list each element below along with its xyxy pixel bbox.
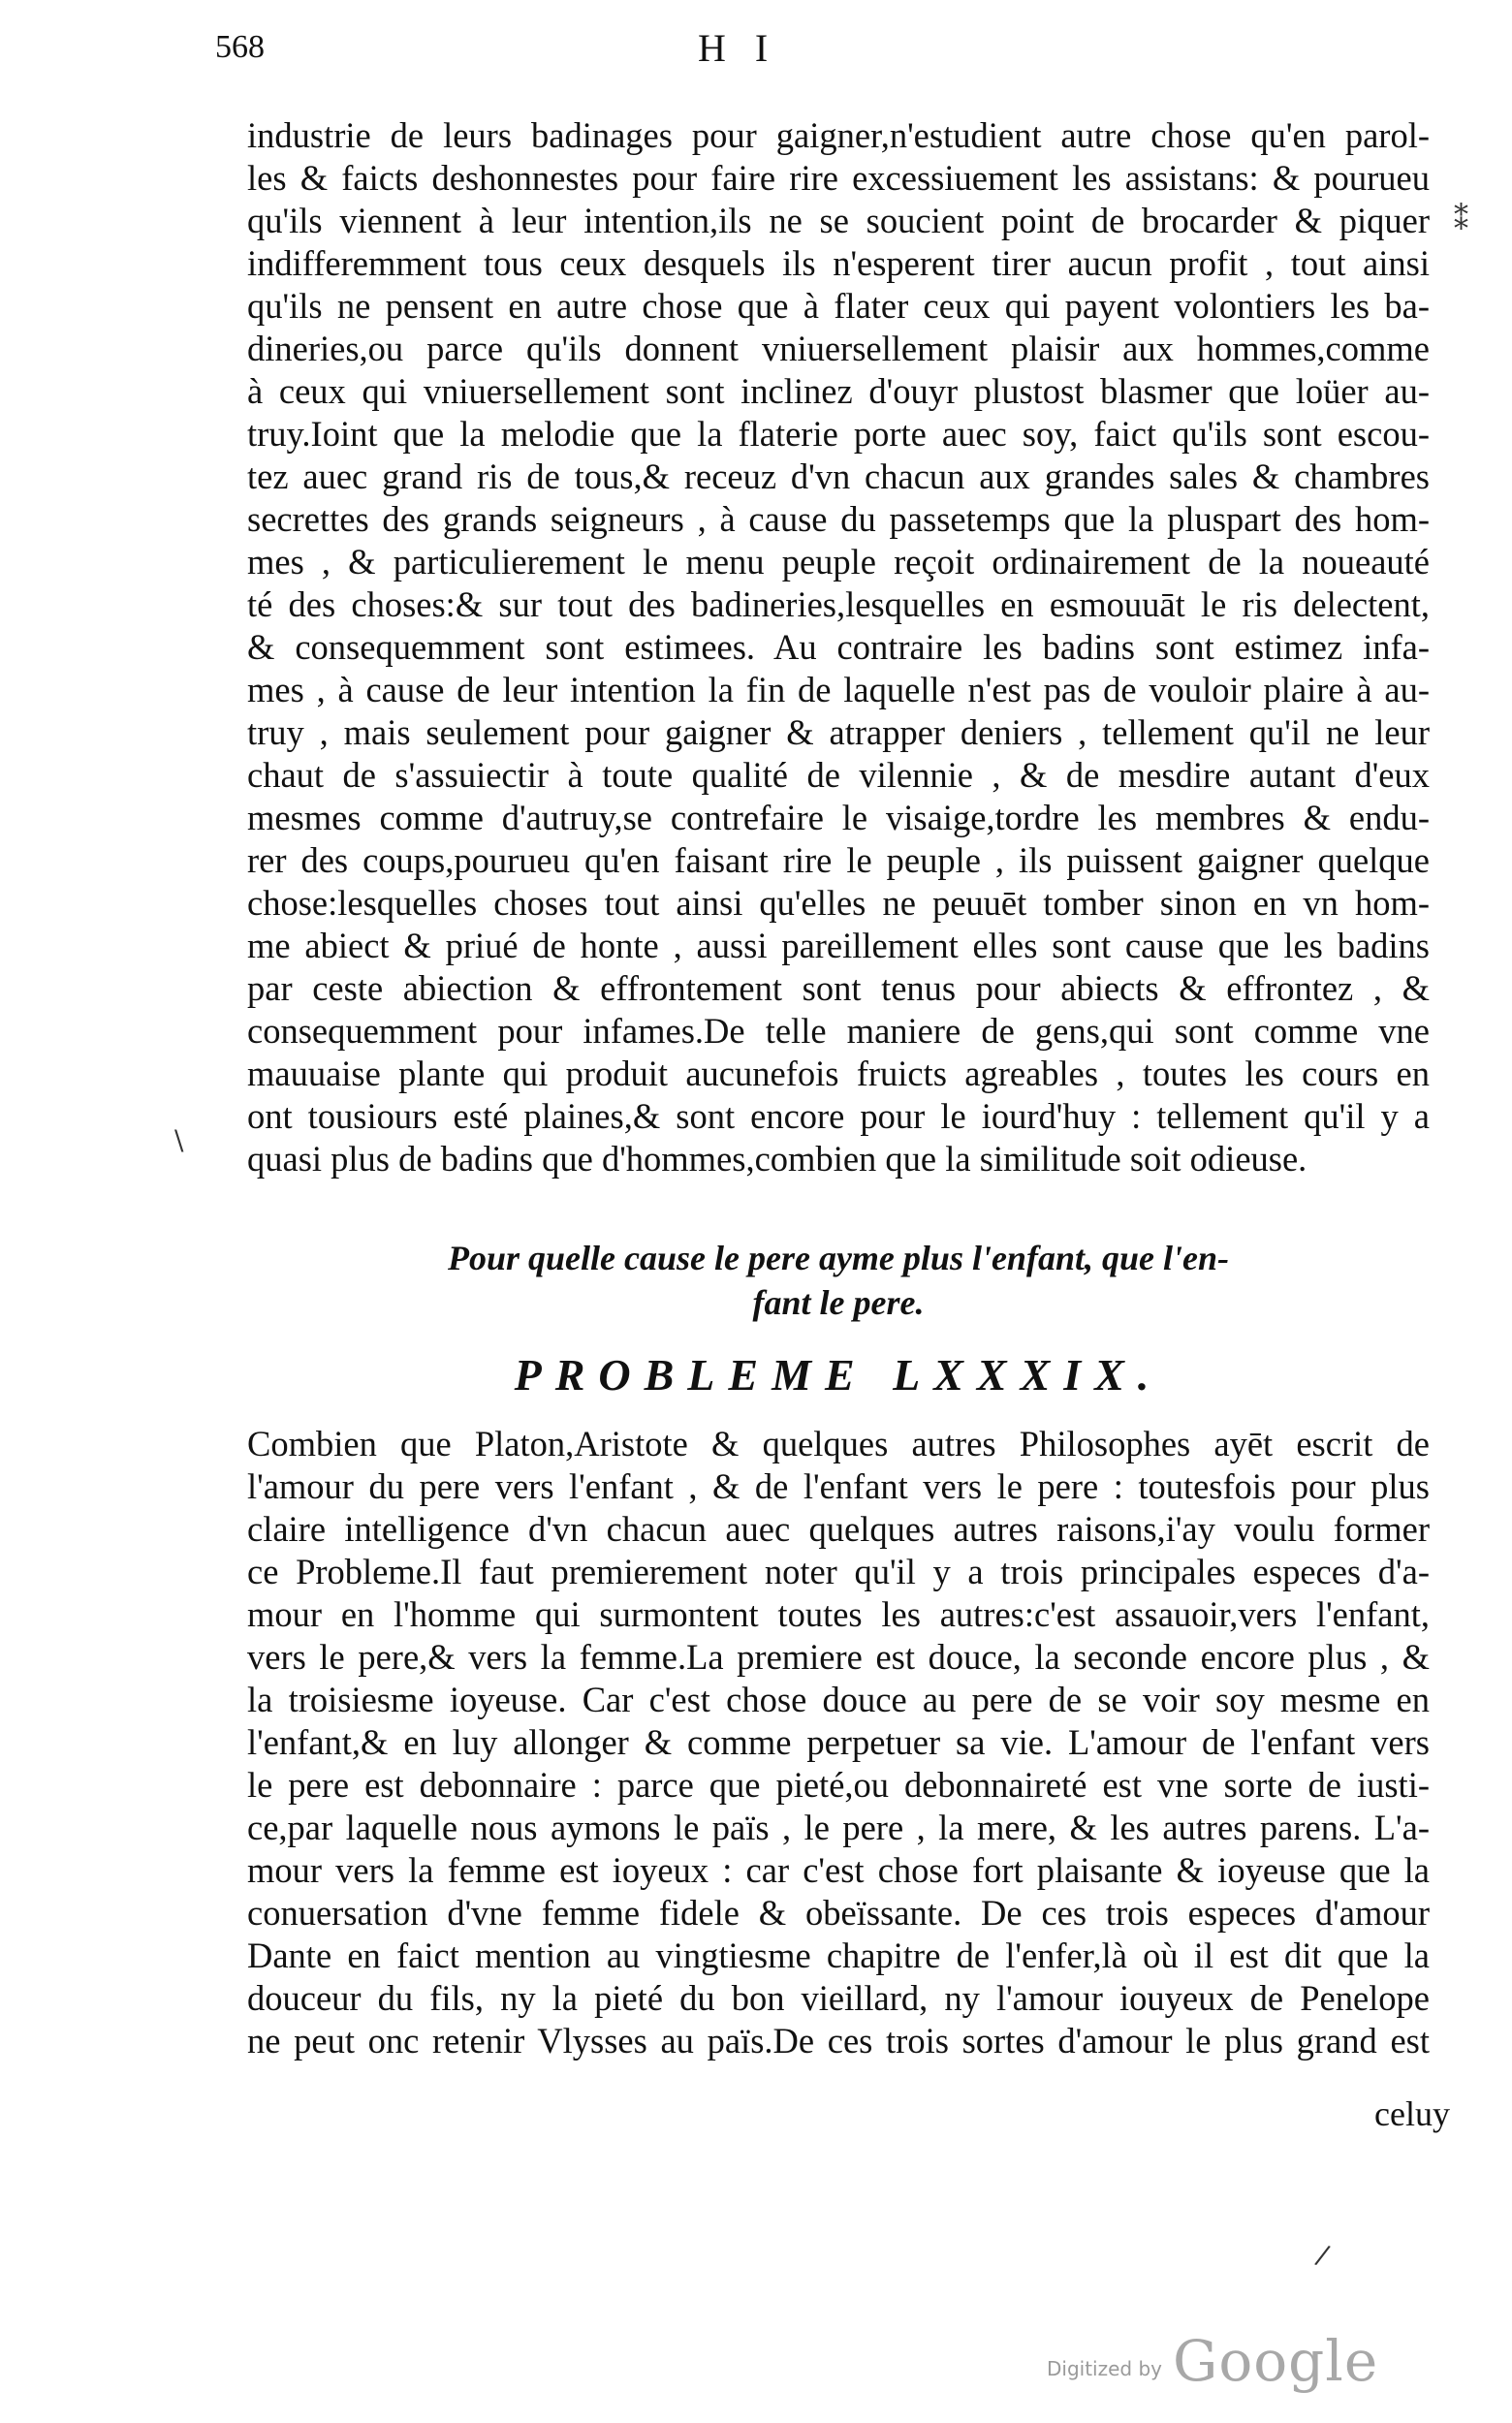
text-line: l'amour du pere vers l'enfant , & de l'enfant vers le pere : toutesfois pour plus [247,1466,1430,1506]
text-line: truy.Ioint que la melodie que la flaterie porte auec soy, faict qu'ils sont escou- [247,414,1430,454]
page-number: 568 [215,29,265,65]
text-line: me abiect & priué de honte , aussi pareillement elles sont cause que les badins [247,926,1430,965]
text-line: truy , mais seulement pour gaigner & atrapper deniers , tellement qu'il ne leur [247,712,1430,752]
problem-number: PROBLEME LXXXIX. [514,1350,1163,1400]
problem-heading [247,1236,1430,1325]
margin-mark: / [1312,2238,1333,2272]
text-line: secrettes des grands seigneurs , à cause du passetemps que la pluspart des hom- [247,499,1430,539]
text-line: l'enfant,& en luy allonger & comme perpetuer sa vie. L'amour de l'enfant vers [247,1722,1430,1762]
text-line: claire intelligence d'vn chacun auec quelques autres raisons,i'ay voulu former [247,1509,1430,1549]
running-head: H I [698,26,778,70]
text-line: Dante en faict mention au vingtiesme chapitre de l'enfer,là où il est dit que la [247,1935,1430,1975]
text-line: conuersation d'vne femme fidele & obeïssante. De ces trois especes d'amour [247,1893,1430,1933]
problem-heading-line-1: Pour quelle cause le pere ayme plus l'enfant, que l'en- [448,1239,1229,1277]
text-line: rer des coups,pourueu qu'en faisant rire le peuple , ils puissent gaigner quelque [247,840,1430,880]
text-line: mour en l'homme qui surmontent toutes les autres:c'est assauoir,vers l'enfant, [247,1594,1430,1634]
text-line: & consequemment sont estimees. Au contraire les badins sont estimez infa- [247,627,1430,667]
text-line: vers le pere,& vers la femme.La premiere est douce, la seconde encore plus , & [247,1637,1430,1677]
text-line: ce Probleme.Il faut premierement noter qu'il y a trois principales especes d'a- [247,1552,1430,1591]
edge-mark: ⁑ [1454,204,1468,237]
text-line: le pere est debonnaire : parce que pieté,ou debonnaireté est vne sorte de iusti- [247,1765,1430,1805]
text-line: qu'ils viennent à leur intention,ils ne se soucient point de brocarder & piquer [247,201,1430,240]
text-line: industrie de leurs badinages pour gaigner,n'estudient autre chose qu'en parol- [247,115,1430,155]
text-line: mes , à cause de leur intention la fin de laquelle n'est pas de vouloir plaire à au- [247,670,1430,709]
google-logo: Google [1173,2328,1379,2394]
text-line: dineries,ou parce qu'ils donnent vniuersellement plaisir aux hommes,comme [247,329,1430,368]
text-line: les & faicts deshonnestes pour faire rire excessiuement les assistans: & pourueu [247,158,1430,198]
text-line: à ceux qui vniuersellement sont inclinez d'ouyr plustost blasmer que loüer au- [247,371,1430,411]
catchword: celuy [1374,2094,1450,2133]
digitized-by-label: Digitized by [1047,2357,1162,2380]
text-line: té des choses:& sur tout des badineries,lesquelles en esmouuāt le ris delectent, [247,584,1430,624]
body-text-section-2 [247,1423,1430,2062]
margin-mark: \ [174,1124,184,1156]
text-line: chaut de s'assuiectir à toute qualité de vilennie , & de mesdire autant d'eux [247,755,1430,795]
text-line: mour vers la femme est ioyeux : car c'est chose fort plaisante & ioyeuse que la [247,1850,1430,1890]
body-text-section-1 [247,114,1430,1180]
text-line: ne peut onc retenir Vlysses au païs.De ces trois sortes d'amour le plus grand est [247,2021,1430,2061]
text-line: qu'ils ne pensent en autre chose que à flater ceux qui payent volontiers les ba- [247,286,1430,326]
text-line: la troisiesme ioyeuse. Car c'est chose douce au pere de se voir soy mesme en [247,1680,1430,1719]
text-line: mesmes comme d'autruy,se contrefaire le visaige,tordre les membres & endu- [247,798,1430,837]
text-line: quasi plus de badins que d'hommes,combien que la similitude soit odieuse. [247,1139,1307,1179]
text-line: Combien que Platon,Aristote & quelques autres Philosophes ayēt escrit de [247,1424,1430,1463]
problem-heading-line-2: fant le pere. [752,1283,925,1322]
text-line: ce,par laquelle nous aymons le païs , le pere , la mere, & les autres parens. L'a- [247,1808,1430,1847]
text-line: consequemment pour infames.De telle maniere de gens,qui sont comme vne [247,1011,1430,1051]
text-line: ont tousiours esté plaines,& sont encore pour le iourd'huy : tellement qu'il y a [247,1096,1430,1136]
text-line: mes , & particulierement le menu peuple reçoit ordinairement de la noueauté [247,542,1430,582]
text-line: indifferemment tous ceux desquels ils n'esperent tirer aucun profit , tout ainsi [247,243,1430,283]
text-line: chose:lesquelles choses tout ainsi qu'elles ne peuuēt tomber sinon en vn hom- [247,883,1430,923]
text-line: tez auec grand ris de tous,& receuz d'vn chacun aux grandes sales & chambres [247,456,1430,496]
text-line: par ceste abiection & effrontement sont tenus pour abiects & effrontez , & [247,968,1430,1008]
text-line: douceur du fils, ny la pieté du bon vieillard, ny l'amour iouyeux de Penelope [247,1978,1430,2018]
text-line: mauuaise plante qui produit aucunefois fruicts agreables , toutes les cours en [247,1054,1430,1093]
